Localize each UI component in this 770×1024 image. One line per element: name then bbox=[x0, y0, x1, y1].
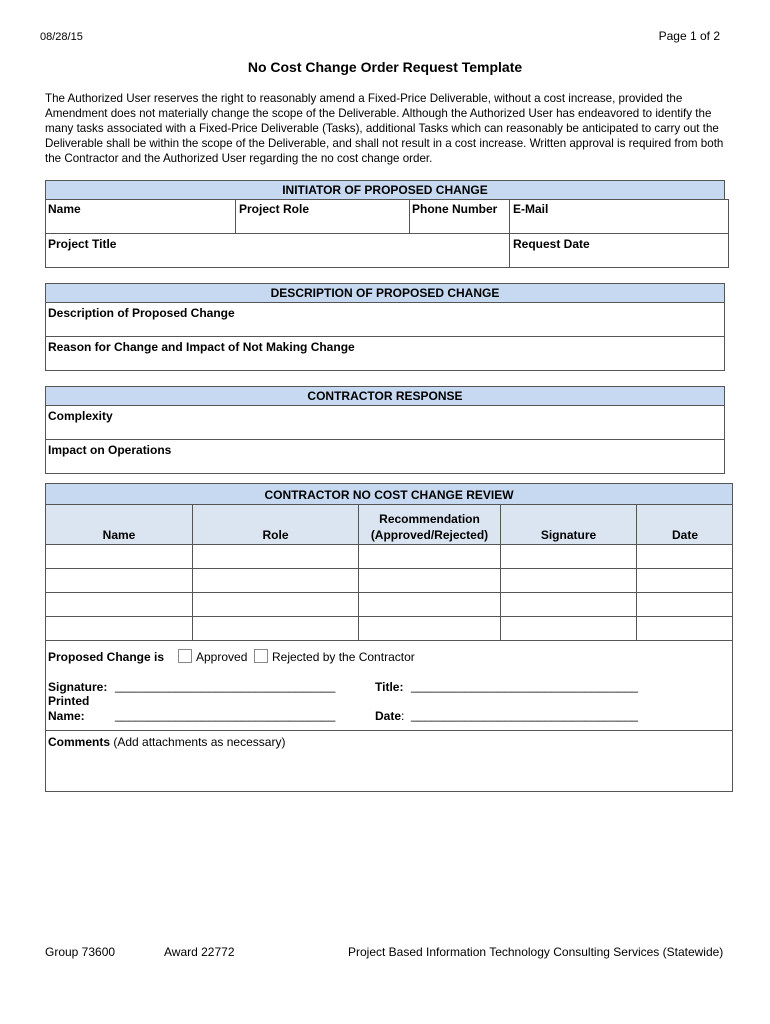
divider bbox=[636, 504, 637, 641]
reason-field[interactable]: Reason for Change and Impact of Not Making Change bbox=[48, 340, 355, 354]
document-title: No Cost Change Order Request Template bbox=[247, 59, 523, 75]
review-cell-signature[interactable] bbox=[501, 545, 636, 568]
column-header-recommendation: Recommendation bbox=[379, 512, 480, 526]
divider bbox=[45, 336, 725, 337]
approved-label: Approved bbox=[196, 650, 248, 664]
review-cell-recommendation[interactable] bbox=[359, 545, 500, 568]
initiator-heading: INITIATOR OF PROPOSED CHANGE bbox=[45, 180, 725, 200]
date-label: Date bbox=[375, 709, 402, 723]
divider bbox=[409, 199, 410, 234]
divider bbox=[192, 504, 193, 641]
footer-award: Award 22772 bbox=[164, 945, 235, 959]
signature-line[interactable]: _________________________________ bbox=[115, 679, 336, 693]
impact-field[interactable]: Impact on Operations bbox=[48, 443, 172, 457]
comments-field[interactable] bbox=[48, 735, 285, 749]
printed-label: Printed bbox=[48, 694, 90, 708]
review-cell-name[interactable] bbox=[46, 569, 192, 592]
rejected-checkbox[interactable] bbox=[254, 649, 268, 663]
initiator-email-field[interactable]: E-Mail bbox=[513, 202, 549, 216]
description-field[interactable]: Description of Proposed Change bbox=[48, 306, 235, 320]
date-colon: : bbox=[401, 709, 405, 723]
comments-label: Comments bbox=[48, 735, 111, 749]
project-title-field[interactable]: Project Title bbox=[48, 237, 117, 251]
review-cell-name[interactable] bbox=[46, 593, 192, 616]
comments-note: (Add attachments as necessary) bbox=[113, 735, 286, 749]
divider bbox=[45, 439, 725, 440]
divider bbox=[509, 199, 510, 268]
document-date: 08/28/15 bbox=[40, 31, 83, 43]
proposed-change-label: Proposed Change is bbox=[48, 650, 165, 664]
divider bbox=[235, 199, 236, 234]
review-cell-role[interactable] bbox=[193, 545, 358, 568]
printed-name-label: Name: bbox=[48, 709, 85, 723]
title-label: Title: bbox=[375, 680, 404, 694]
divider bbox=[45, 640, 733, 641]
contractor-response-heading: CONTRACTOR RESPONSE bbox=[45, 386, 725, 406]
initiator-project-role-field[interactable]: Project Role bbox=[239, 202, 310, 216]
printed-name-line[interactable]: _________________________________ bbox=[115, 708, 336, 722]
initiator-name-field[interactable]: Name bbox=[48, 202, 81, 216]
column-header-recommendation-sub: (Approved/Rejected) bbox=[370, 528, 489, 542]
signature-label: Signature: bbox=[48, 680, 108, 694]
column-header-signature: Signature bbox=[540, 528, 597, 542]
rejected-label: Rejected by the Contractor bbox=[272, 650, 415, 664]
column-header-date: Date bbox=[671, 528, 698, 542]
approved-checkbox[interactable] bbox=[178, 649, 192, 663]
intro-paragraph: The Authorized User reserves the right to reasonably amend a Fixed-Price Deliverable, without a cost increase, provided the Amendment does not materially change the scope of the Deliverable. Although the Authorized User has endeavored to identify the many tasks associated with a Fixed-Price Deliverable (Tasks), additional Tasks which can reasonably be anticipated to carry out the Deliverable shall be within the scope of the Deliverable, and shall not result in a cost increase. Written approval is required from both the Contractor and the Authorized User regarding the no cost change order. bbox=[45, 92, 724, 165]
footer-project: Project Based Information Technology Consulting Services (Statewide) bbox=[348, 945, 724, 959]
date-line[interactable]: __________________________________ bbox=[411, 708, 638, 722]
column-header-role: Role bbox=[262, 528, 289, 542]
page-number: Page 1 of 2 bbox=[658, 29, 720, 43]
review-cell-date[interactable] bbox=[637, 545, 733, 568]
divider bbox=[500, 504, 501, 641]
divider bbox=[45, 233, 729, 234]
request-date-field[interactable]: Request Date bbox=[513, 237, 590, 251]
title-line[interactable]: __________________________________ bbox=[411, 679, 638, 693]
review-cell-name[interactable] bbox=[46, 617, 192, 640]
footer-group: Group 73600 bbox=[45, 945, 116, 959]
complexity-field[interactable]: Complexity bbox=[48, 409, 113, 423]
review-heading: CONTRACTOR NO COST CHANGE REVIEW bbox=[45, 483, 733, 505]
date-label-wrap bbox=[375, 709, 404, 723]
description-heading: DESCRIPTION OF PROPOSED CHANGE bbox=[45, 283, 725, 303]
column-header-name: Name bbox=[102, 528, 136, 542]
initiator-phone-field[interactable]: Phone Number bbox=[412, 202, 498, 216]
review-cell-name[interactable] bbox=[46, 545, 192, 568]
divider bbox=[45, 730, 733, 731]
